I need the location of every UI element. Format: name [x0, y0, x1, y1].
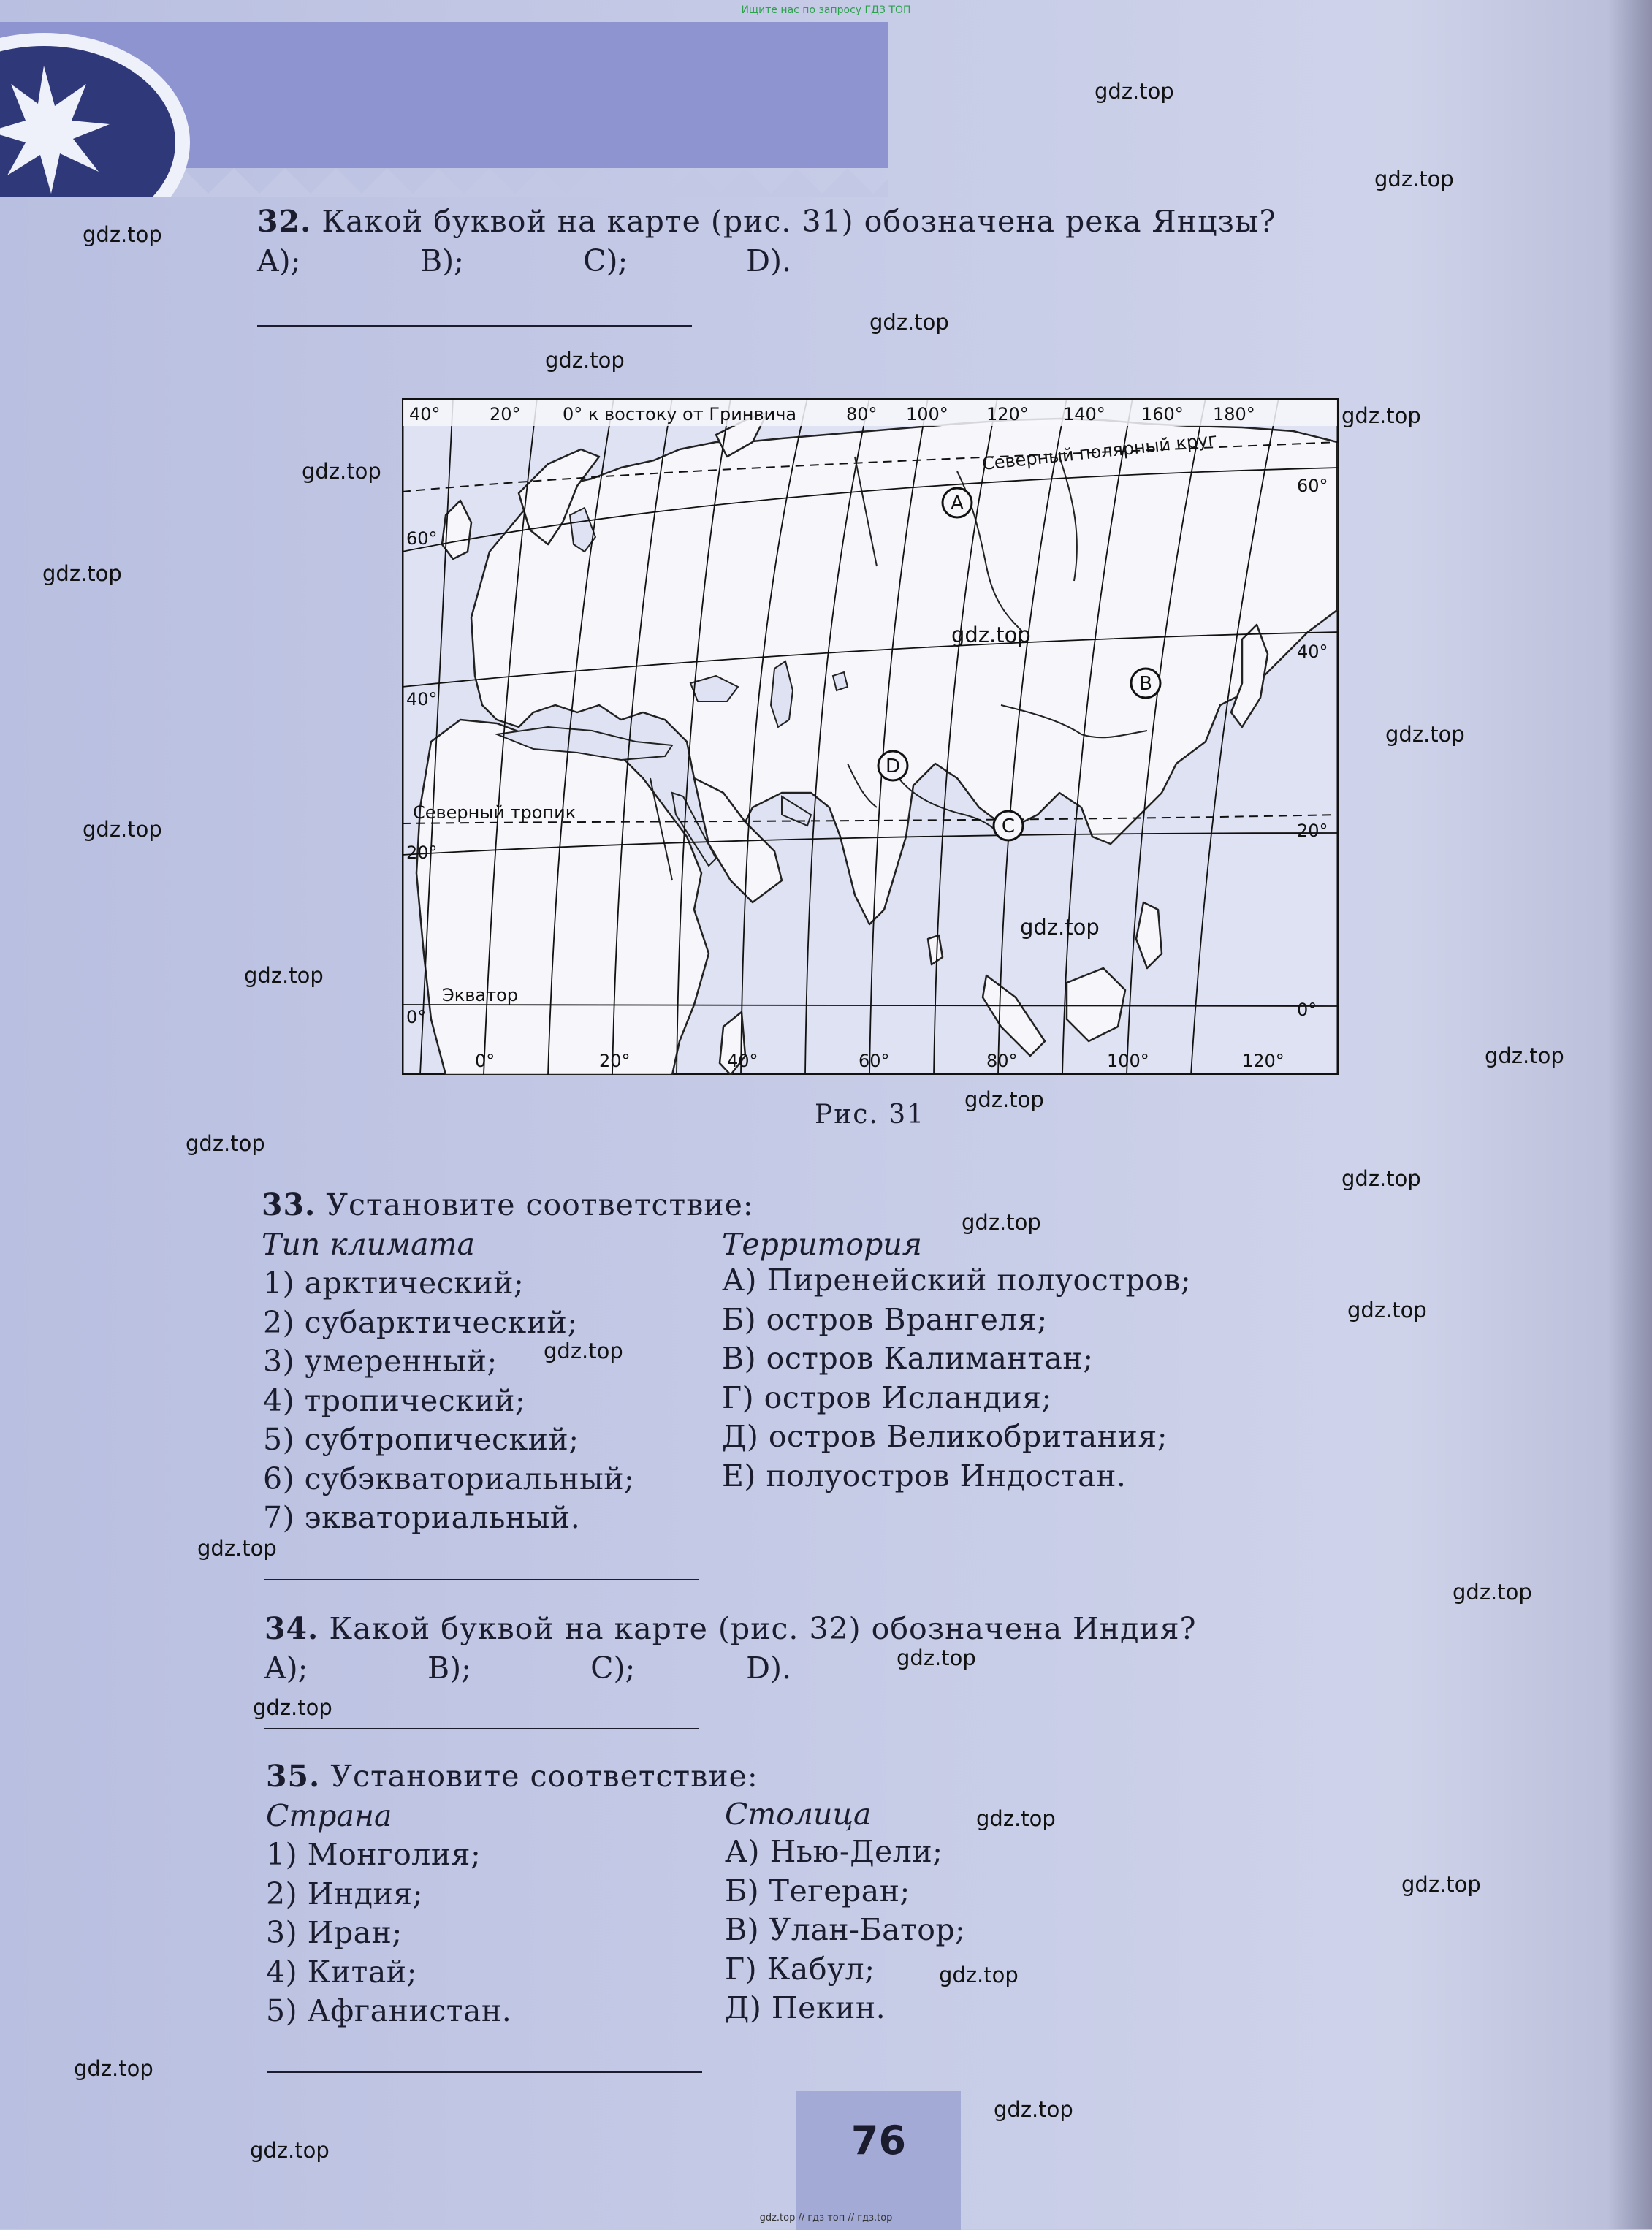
bottom-degree-80: 80°	[986, 1051, 1018, 1071]
q35-left-item: 4) Китай;	[266, 1954, 417, 1990]
watermark: gdz.top	[1374, 167, 1454, 191]
watermark: gdz.top	[1453, 1580, 1532, 1605]
watermark: gdz.top	[250, 2138, 330, 2163]
left-degree-40: 40°	[406, 689, 438, 709]
q32-option-a: A);	[257, 243, 301, 278]
q35-left-item: 3) Иран;	[266, 1915, 403, 1950]
q33-right-item: В) остров Калимантан;	[722, 1341, 1094, 1376]
q32-option-c: C);	[583, 243, 628, 278]
right-degree-40: 40°	[1297, 642, 1328, 662]
watermark: gdz.top	[1020, 915, 1100, 940]
q35-left-header: Страна	[266, 1798, 392, 1833]
watermark: gdz.top	[1401, 1872, 1481, 1897]
watermark: gdz.top	[897, 1645, 976, 1670]
q33-right-item: Е) полуостров Индостан.	[722, 1458, 1127, 1493]
bottom-degree-100: 100°	[1107, 1051, 1149, 1071]
watermark: gdz.top	[83, 817, 162, 842]
left-degree-0: 0°	[406, 1007, 427, 1027]
q32-text: Какой буквой на карте (рис. 31) обозначена река Янцзы?	[321, 204, 1276, 239]
q35-right-list	[725, 1833, 965, 2028]
watermark: gdz.top	[1347, 1298, 1427, 1323]
equator-label: Экватор	[442, 985, 519, 1005]
watermark: gdz.top	[545, 348, 625, 373]
q35-text: Установите соответствие:	[330, 1759, 758, 1794]
map-caption: Рис. 31	[815, 1100, 926, 1130]
watermark: gdz.top	[544, 1339, 623, 1363]
q35-right-item: Б) Тегеран;	[725, 1873, 910, 1909]
q32-number: 32.	[257, 204, 312, 239]
q33-left-item: 4) тропический;	[263, 1382, 526, 1418]
watermark: gdz.top	[962, 1210, 1041, 1235]
top-degree-120: 120°	[986, 404, 1029, 425]
zigzag-edge	[161, 168, 888, 197]
book-spine-shadow	[1608, 0, 1652, 2229]
q33-left-item: 2) субарктический;	[263, 1304, 578, 1340]
top-degree-100: 100°	[906, 404, 948, 425]
q32-option-d: D).	[746, 243, 792, 278]
q33-left-header: Тип климата	[262, 1227, 475, 1262]
watermark: gdz.top	[244, 963, 324, 988]
q35-right-item: Г) Кабул;	[725, 1951, 875, 1987]
bottom-degree-0: 0°	[475, 1051, 495, 1071]
watermark: gdz.top	[951, 623, 1031, 647]
q33-question	[262, 1185, 754, 1225]
q33-right-list	[722, 1261, 1191, 1496]
q35-right-item: Д) Пекин.	[725, 1990, 886, 2025]
top-degree-140: 140°	[1063, 404, 1105, 425]
tropic-label: Северный тропик	[413, 802, 576, 823]
watermark: gdz.top	[1485, 1043, 1564, 1068]
q34-option-b: B);	[427, 1651, 471, 1686]
q33-right-item: Г) остров Исландия;	[722, 1380, 1052, 1415]
left-degree-20: 20°	[406, 842, 438, 863]
page-number: 76	[850, 2117, 907, 2164]
watermark: gdz.top	[994, 2097, 1073, 2122]
q33-right-item: Б) остров Врангеля;	[722, 1301, 1048, 1337]
arctic-circle-label: Северный полярный круг	[981, 429, 1219, 474]
map-figure-31	[402, 398, 1339, 1075]
q34-answer-line[interactable]	[264, 1728, 699, 1729]
top-degree-80: 80°	[846, 404, 878, 425]
q34-option-c: C);	[590, 1651, 636, 1686]
q33-right-item: Д) остров Великобритания;	[722, 1419, 1168, 1454]
watermark: gdz.top	[869, 310, 949, 335]
q35-left-list	[266, 1835, 511, 2031]
bottom-degree-20: 20°	[599, 1051, 631, 1071]
watermark: gdz.top	[1341, 403, 1421, 428]
top-note: Ищите нас по запросу ГДЗ ТОП	[741, 4, 911, 16]
right-degree-20: 20°	[1297, 821, 1328, 841]
q34-option-a: A);	[264, 1651, 308, 1686]
top-degree-20w: 20°	[490, 404, 521, 425]
q33-left-item: 3) умеренный;	[263, 1344, 498, 1379]
q33-left-item: 5) субтропический;	[263, 1422, 579, 1457]
q32-options	[257, 241, 791, 281]
q34-question	[264, 1609, 1197, 1648]
q35-left-item: 2) Индия;	[266, 1876, 423, 1911]
q32-question	[257, 202, 1276, 241]
q35-question	[266, 1757, 758, 1796]
watermark: gdz.top	[42, 561, 122, 586]
top-degree-180: 180°	[1213, 404, 1255, 425]
right-degree-0: 0°	[1297, 1000, 1317, 1020]
bottom-degree-60: 60°	[859, 1051, 890, 1071]
q33-left-item: 1) арктический;	[263, 1266, 525, 1301]
q35-answer-line[interactable]	[267, 2071, 702, 2073]
watermark: gdz.top	[1341, 1166, 1421, 1191]
left-degree-60: 60°	[406, 528, 438, 549]
q33-answer-line[interactable]	[264, 1579, 699, 1580]
q33-left-list	[263, 1264, 634, 1538]
q33-left-item: 7) экваториальный.	[263, 1500, 581, 1535]
marker-a-label: A	[951, 492, 964, 514]
watermark: gdz.top	[83, 222, 162, 247]
bottom-note: gdz.top // гдз топ // гдз.top	[759, 2212, 893, 2223]
top-degree-40w: 40°	[409, 404, 441, 425]
watermark: gdz.top	[939, 1963, 1019, 1987]
bottom-degree-120: 120°	[1242, 1051, 1284, 1071]
q35-left-item: 5) Афганистан.	[266, 1993, 512, 2028]
right-degree-60: 60°	[1297, 476, 1328, 496]
q33-right-header: Территория	[722, 1227, 922, 1262]
q34-option-d: D).	[746, 1651, 792, 1686]
watermark: gdz.top	[74, 2056, 153, 2081]
watermark: gdz.top	[302, 459, 381, 484]
q33-number: 33.	[262, 1187, 316, 1222]
q33-right-item: А) Пиренейский полуостров;	[722, 1263, 1192, 1298]
q32-option-b: B);	[420, 243, 464, 278]
q34-text: Какой буквой на карте (рис. 32) обозначена Индия?	[329, 1611, 1197, 1646]
q35-right-item: В) Улан-Батор;	[725, 1912, 966, 1947]
marker-d-label: D	[885, 756, 901, 777]
bottom-degree-40: 40°	[727, 1051, 758, 1071]
q35-left-item: 1) Монголия;	[266, 1837, 481, 1872]
watermark: gdz.top	[976, 1806, 1056, 1831]
q35-right-header: Столица	[725, 1797, 872, 1832]
q33-text: Установите соответствие:	[326, 1187, 754, 1222]
q32-answer-line[interactable]	[257, 325, 692, 327]
q33-left-item: 6) субэкваториальный;	[263, 1461, 635, 1496]
watermark: gdz.top	[186, 1131, 265, 1156]
decorative-banner	[0, 22, 888, 197]
watermark: gdz.top	[1095, 79, 1174, 104]
top-degree-0: 0° к востоку от Гринвича	[563, 404, 797, 425]
marker-c-label: C	[1001, 815, 1016, 837]
q34-number: 34.	[264, 1611, 319, 1646]
watermark: gdz.top	[253, 1695, 332, 1720]
watermark: gdz.top	[197, 1536, 277, 1561]
watermark: gdz.top	[1385, 722, 1465, 747]
q35-right-item: А) Нью-Дели;	[725, 1834, 943, 1869]
top-degree-160: 160°	[1141, 404, 1184, 425]
q35-number: 35.	[266, 1759, 321, 1794]
q34-options	[264, 1648, 791, 1688]
marker-b-label: B	[1139, 673, 1152, 695]
watermark: gdz.top	[964, 1087, 1044, 1112]
